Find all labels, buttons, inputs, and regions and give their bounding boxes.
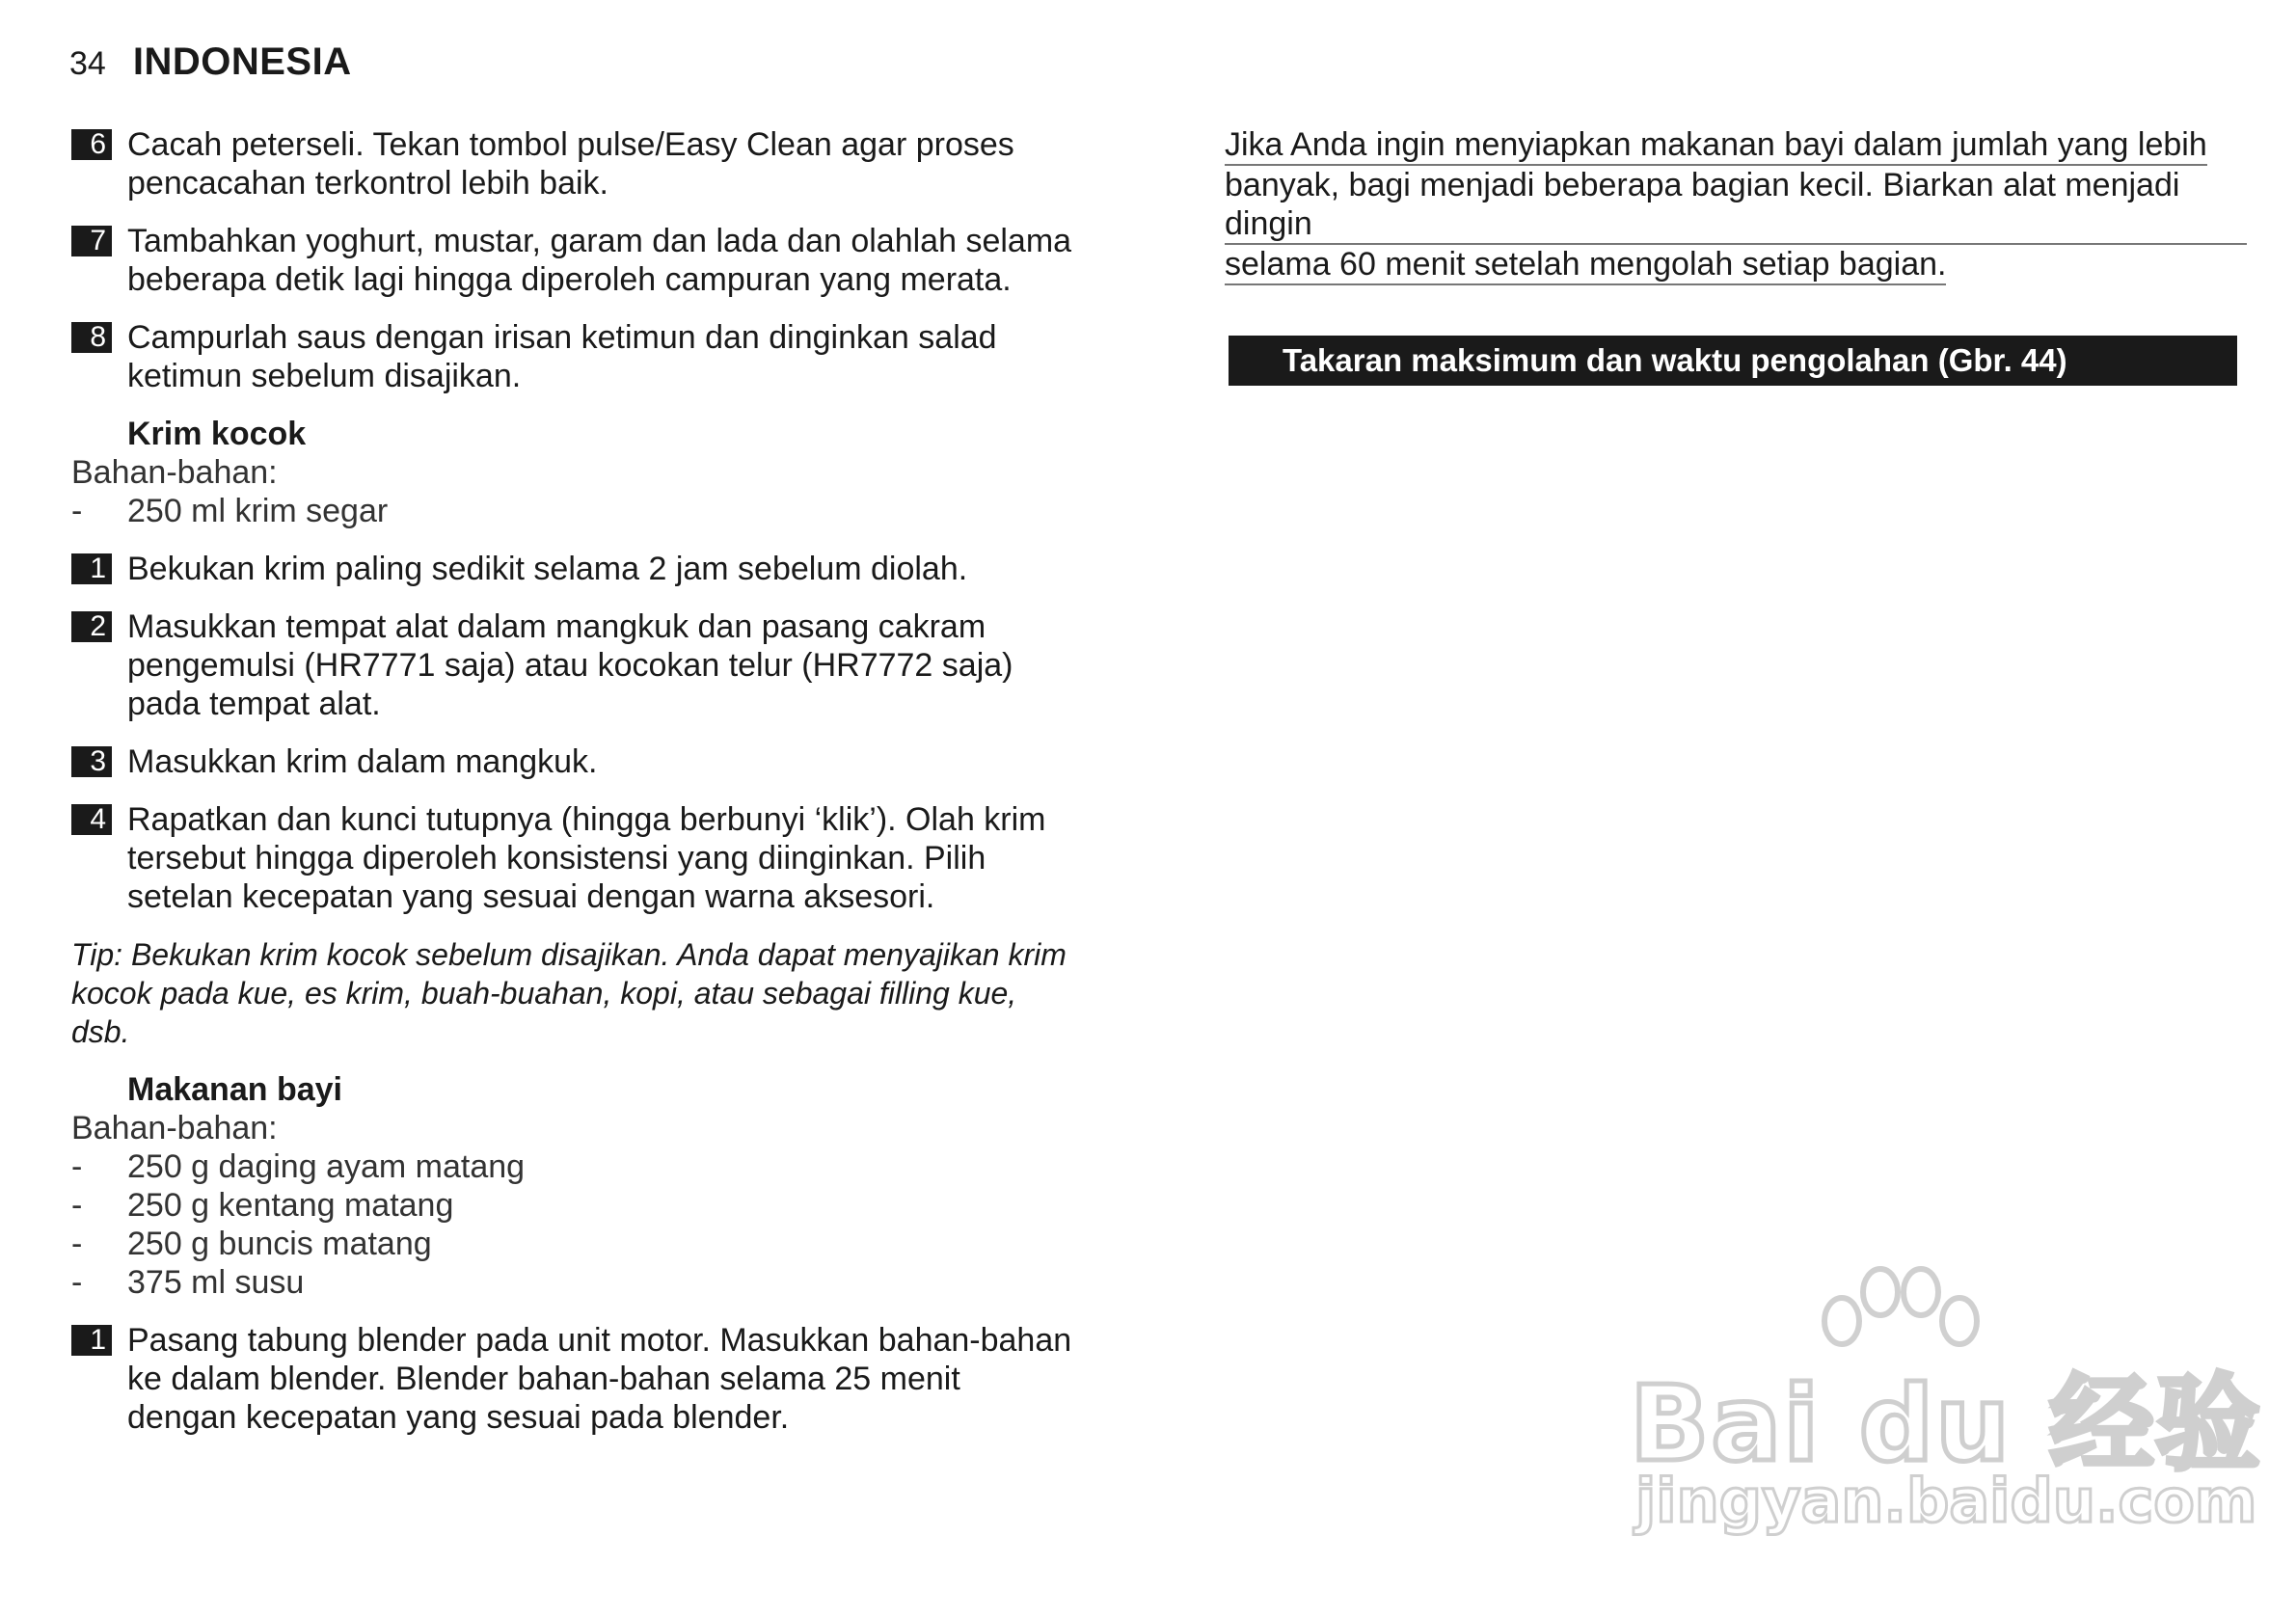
right-column (1225, 125, 2247, 386)
step-item (71, 550, 1074, 588)
step-number-badge: 8 (71, 322, 112, 353)
step-number-badge: 4 (71, 804, 112, 835)
ingredients-label: Bahan-bahan: (71, 1110, 278, 1146)
ingredients-list-bayi (71, 1109, 1074, 1302)
step-text: Campurlah saus dengan irisan ketimun dan dinginkan salad ketimun sebelum disajikan. (127, 319, 997, 394)
step-number-badge: 7 (71, 226, 112, 256)
step-text: Pasang tabung blender pada unit motor. Masukkan bahan-bahan ke dalam blender. Blender bahan-bahan selama 25 menit dengan kecepatan yang sesuai pada blender. (127, 1322, 1072, 1436)
step-text: Masukkan tempat alat dalam mangkuk dan pasang cakram pengemulsi (HR7771 saja) atau kocokan telur (HR7772 saja) pada tempat alat. (127, 608, 1013, 722)
note-line: Jika Anda ingin menyiapkan makanan bayi dalam jumlah yang lebih (1225, 125, 2207, 166)
step-number-badge: 3 (71, 746, 112, 777)
page-header (69, 40, 352, 84)
list-dash: - (71, 1187, 83, 1224)
left-column (71, 125, 1074, 1456)
ingredient-item (71, 492, 1074, 530)
step-item (71, 125, 1074, 202)
page-number: 34 (69, 45, 106, 82)
list-dash: - (71, 1264, 83, 1301)
step-text: Tambahkan yoghurt, mustar, garam dan lada dan olahlah selama beberapa detik lagi hingga diperoleh campuran yang merata. (127, 223, 1072, 298)
watermark-url: jingyan.baidu.com (1635, 1466, 2257, 1536)
ingredient-text: 375 ml susu (127, 1264, 305, 1301)
section-title-bar: Takaran maksimum dan waktu pengolahan (Gbr. 44) (1229, 336, 2237, 386)
step-number-badge: 6 (71, 129, 112, 160)
step-item (71, 222, 1074, 299)
list-dash: - (71, 1226, 83, 1262)
step-item (71, 742, 1074, 781)
ingredient-text: 250 ml krim segar (127, 493, 389, 529)
note-line: banyak, bagi menjadi beberapa bagian kecil. Biarkan alat menjadi dingin (1225, 166, 2247, 245)
ingredient-text: 250 g buncis matang (127, 1226, 432, 1262)
ingredients-list-krim (71, 453, 1074, 530)
ingredients-label: Bahan-bahan: (71, 454, 278, 491)
step-text: Masukkan krim dalam mangkuk. (127, 743, 598, 780)
section-heading-makanan-bayi: Makanan bayi (127, 1071, 342, 1108)
ingredient-item (71, 1263, 1074, 1302)
baidu-watermark (1630, 1263, 2262, 1552)
step-item (71, 318, 1074, 395)
step-text: Cacah peterseli. Tekan tombol pulse/Easy Clean agar proses pencacahan terkontrol lebih baik. (127, 126, 1014, 202)
page-language-title: INDONESIA (132, 40, 352, 83)
ingredient-item (71, 1225, 1074, 1263)
step-number-badge: 1 (71, 553, 112, 584)
step-number-badge: 1 (71, 1325, 112, 1356)
tip-note: Tip: Bekukan krim kocok sebelum disajikan. Anda dapat menyajikan krim kocok pada kue, es krim, buah-buahan, kopi, atau sebagai filling kue, dsb. (71, 937, 1067, 1049)
section-heading-krim-kocok: Krim kocok (127, 416, 307, 452)
step-item (71, 607, 1074, 723)
list-dash: - (71, 1148, 83, 1185)
step-text: Rapatkan dan kunci tutupnya (hingga berbunyi ‘klik’). Olah krim tersebut hingga diperoleh konsistensi yang diinginkan. Pilih setelan kecepatan yang sesuai dengan warna aksesori. (127, 801, 1046, 915)
baby-food-note (1225, 125, 2247, 285)
step-item (71, 1321, 1074, 1437)
list-dash: - (71, 493, 83, 529)
ingredient-item (71, 1147, 1074, 1186)
step-number-badge: 2 (71, 611, 112, 642)
note-line: selama 60 menit setelah mengolah setiap bagian. (1225, 245, 1946, 285)
watermark-brand: Bai du 经验 (1630, 1364, 2262, 1485)
step-text: Bekukan krim paling sedikit selama 2 jam sebelum diolah. (127, 551, 968, 587)
ingredient-text: 250 g kentang matang (127, 1187, 454, 1224)
ingredient-item (71, 1186, 1074, 1225)
ingredient-text: 250 g daging ayam matang (127, 1148, 526, 1185)
step-item (71, 800, 1074, 916)
